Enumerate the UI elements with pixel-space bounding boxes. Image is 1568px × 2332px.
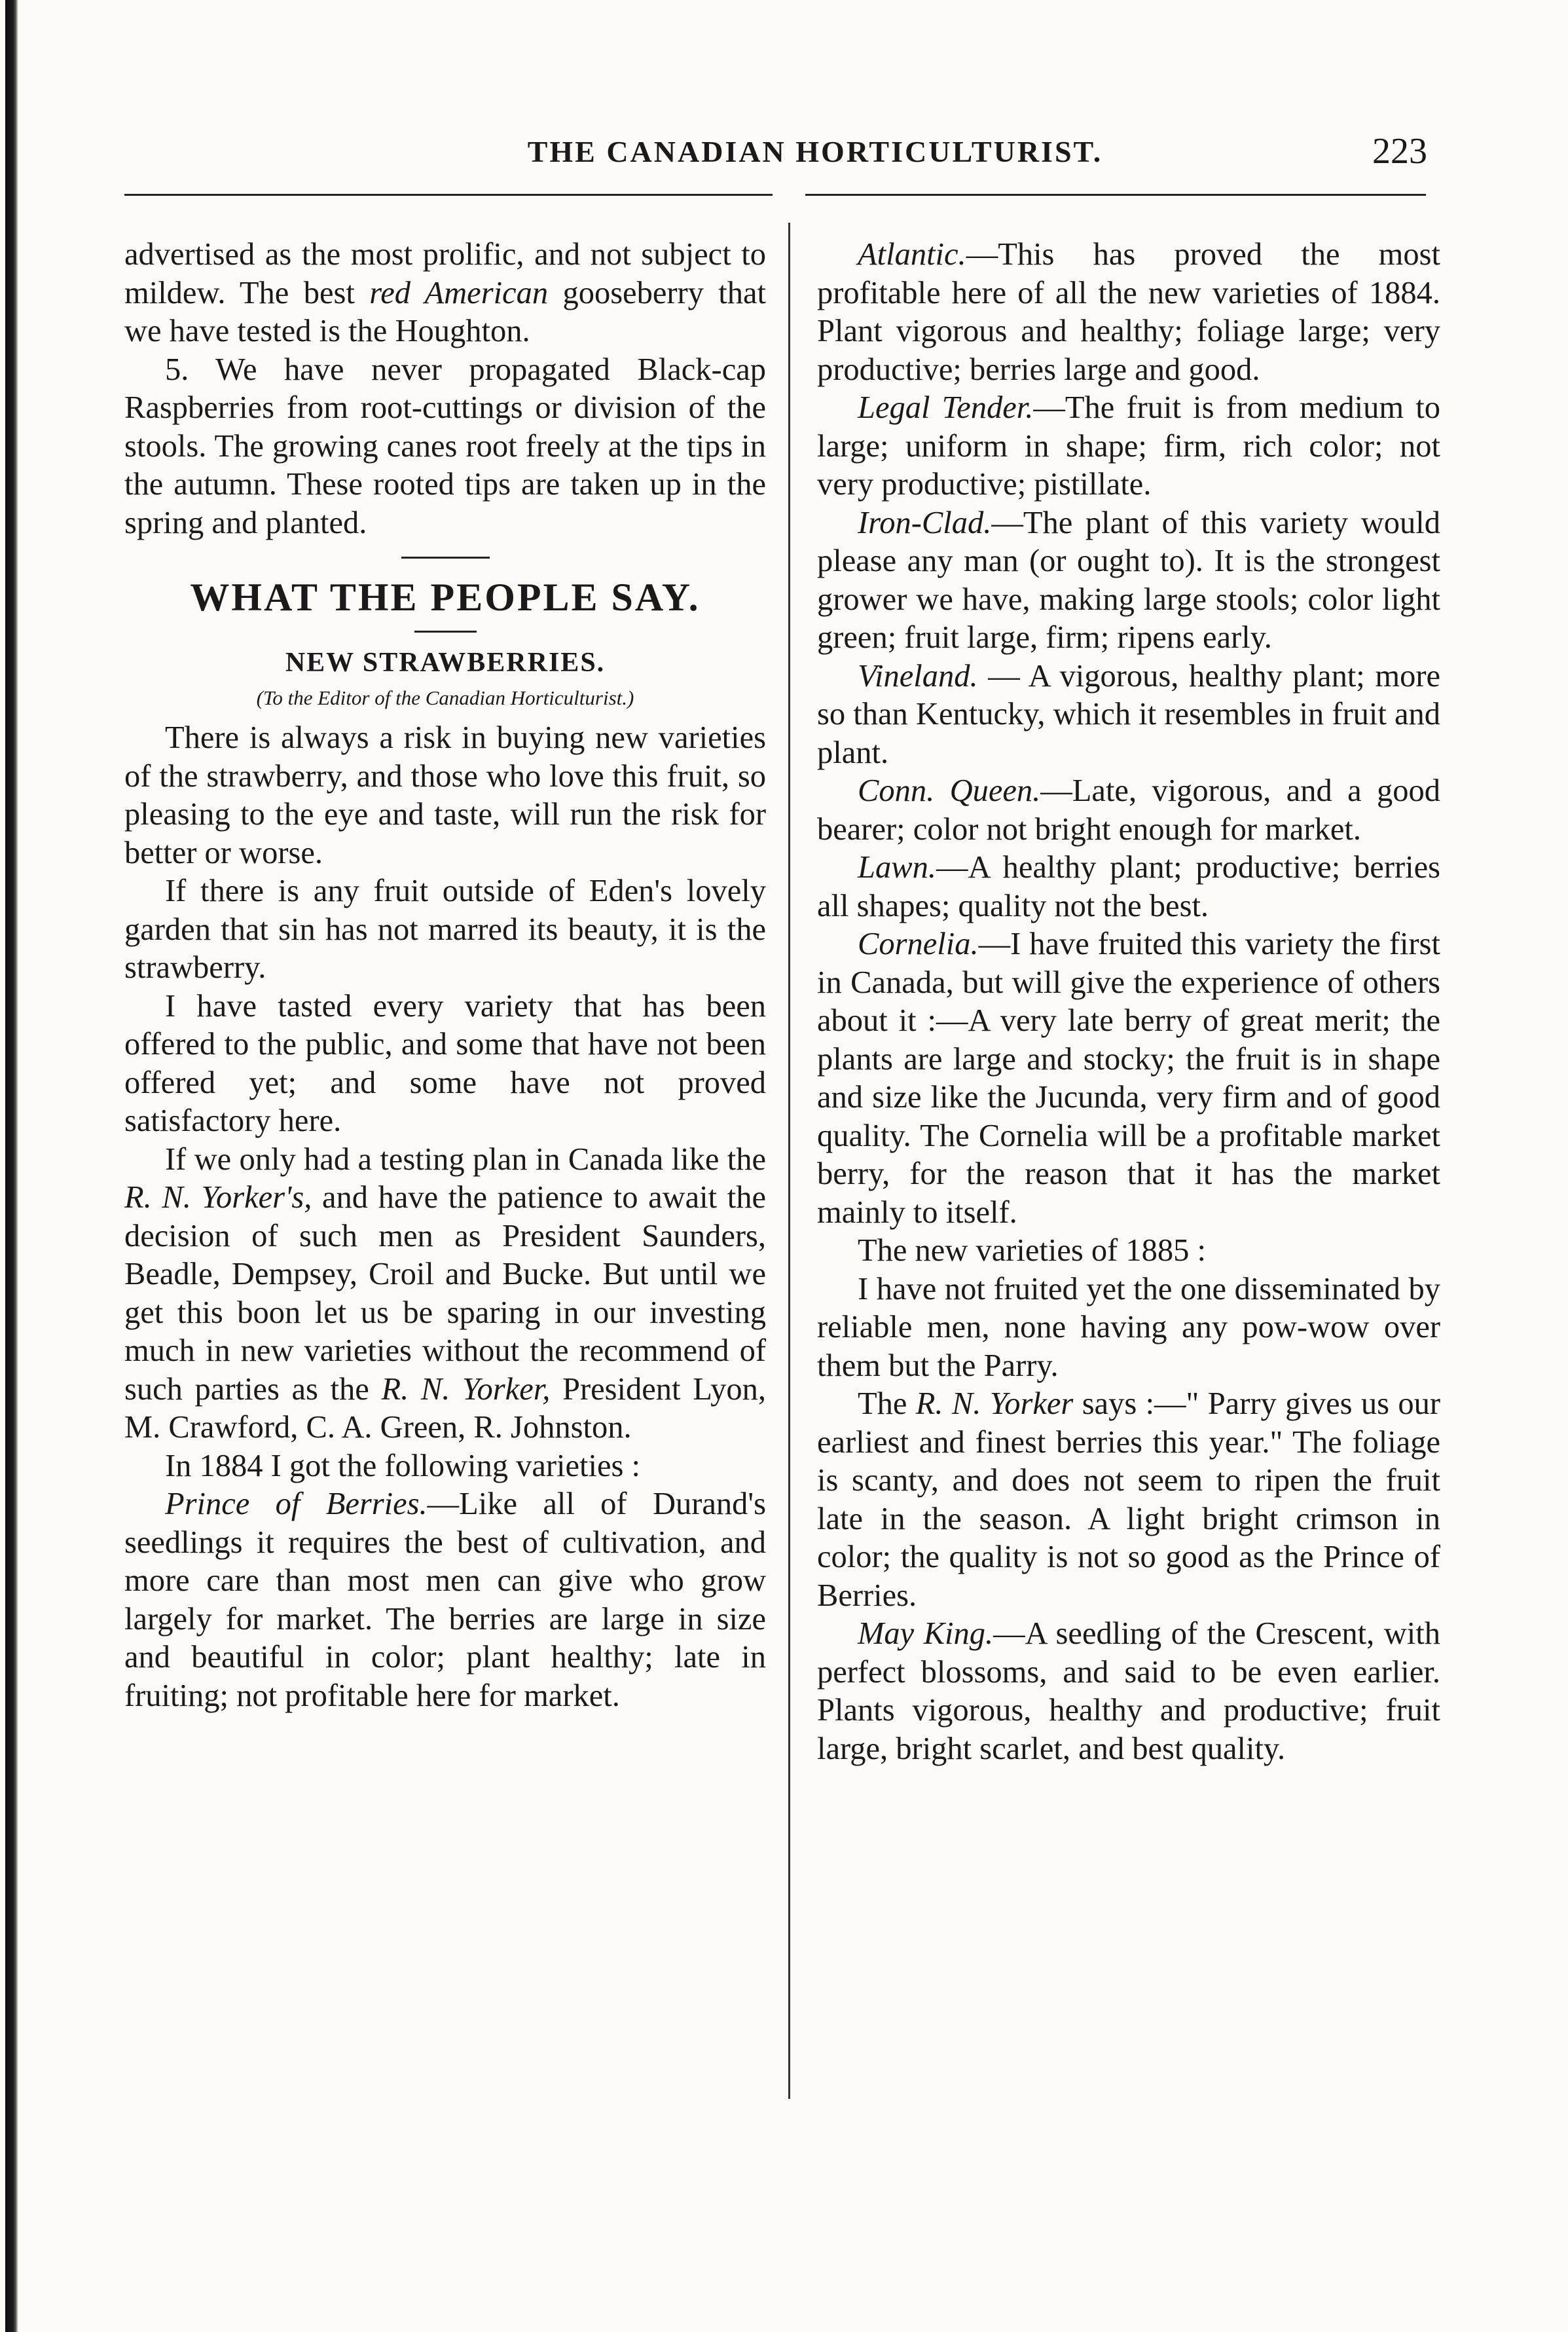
paragraph: May King.—A seedling of the Crescent, with perfect blossoms, and said to be even earlier. Plants vigorous, healthy and productive; fruit large, bright scarlet, and best quality. — [817, 1616, 1440, 1766]
paragraph: In 1884 I got the following varieties : — [165, 1448, 641, 1483]
paragraph: The R. N. Yorker says :—" Parry gives us our earliest and finest berries this year." The foliage is scanty, and does not seem to ripen the fruit late in the season. A light bright crimson in color; the quality is not so good as the Prince of Berries. — [817, 1386, 1441, 1613]
paragraph: If there is any fruit outside of Eden's lovely garden that sin has not marred its beauty, it is the strawberry. — [124, 874, 766, 985]
paragraph: I have not fruited yet the one disseminated by reliable men, none having any pow-wow over them but the Parry. — [817, 1271, 1440, 1383]
section-divider — [414, 631, 477, 633]
paragraph: Lawn.—A healthy plant; productive; berries all shapes; quality not the best. — [817, 850, 1440, 923]
section-divider — [401, 557, 490, 559]
paragraph: I have tasted every variety that has been offered to the public, and some that have not been offered yet; and some have not proved satisfactory here. — [124, 988, 766, 1138]
column-divider — [788, 223, 790, 2099]
paragraph: Legal Tender.—The fruit is from medium to large; uniform in shape; firm, rich color; not very productive; pistillate. — [817, 390, 1440, 502]
paragraph: advertised as the most prolific, and not subject to mildew. The best red American gooseberry that we have tested is the Houghton. — [124, 237, 766, 348]
page-header — [124, 131, 1427, 193]
paragraph: Atlantic.—This has proved the most profitable here of all the new varieties of 1884. Plant vigorous and healthy; foliage large; very productive; berries large and good. — [817, 237, 1440, 387]
article-title: NEW STRAWBERRIES. — [285, 648, 606, 678]
paragraph: If we only had a testing plan in Canada like the R. N. Yorker's, and have the patience to await the decision of such men as President Saunders, Beadle, Dempsey, Croil and Bucke. But until we get this boon let us be sparing in our investing much in new varieties without the recommend of such parties as the R. N. Yorker, President Lyon, M. Crawford, C. A. Green, R. Johnston. — [124, 1141, 767, 1445]
header-rule-right — [805, 194, 1426, 196]
paragraph: Iron-Clad.—The plant of this variety would please any man (or ought to). It is the strongest grower we have, making large stools; color light green; fruit large, firm; ripens early. — [817, 505, 1440, 655]
paragraph: Conn. Queen.—Late, vigorous, and a good bearer; color not bright enough for market. — [817, 773, 1440, 847]
paragraph: Vineland. — A vigorous, healthy plant; more so than Kentucky, which it resembles in fruit and plant. — [817, 658, 1440, 770]
article-byline: (To the Editor of the Canadian Horticulturist.) — [256, 686, 634, 709]
section-heading: WHAT THE PEOPLE SAY. — [190, 576, 701, 619]
left-column — [124, 236, 766, 1715]
page-number: 223 — [1372, 131, 1427, 172]
running-title: THE CANADIAN HORTICULTURIST. — [527, 135, 1103, 168]
paragraph: Prince of Berries.—Like all of Durand's seedlings it requires the best of cultivation, and more care than most men can give who grow largely for market. The berries are large in size and beautiful in color; plant healthy; late in fruiting; not profitable here for market. — [124, 1487, 767, 1713]
paragraph: 5. We have never propagated Black-cap Raspberries from root-cuttings or division of the stools. The growing canes root freely at the tips in the autumn. These rooted tips are taken up in the spring and planted. — [124, 352, 766, 540]
paragraph: The new varieties of 1885 : — [858, 1233, 1206, 1268]
paragraph: There is always a risk in buying new varieties of the strawberry, and those who love this fruit, so pleasing to the eye and taste, will run the risk for better or worse. — [124, 720, 766, 870]
header-rule-left — [124, 194, 773, 196]
page-binding-edge — [5, 0, 18, 2332]
right-column — [817, 236, 1440, 1768]
paragraph: Cornelia.—I have fruited this variety the first in Canada, but will give the experience of others about it :—A very late berry of great merit; the plants are large and stocky; the fruit is in shape and size like the Jucunda, very firm and of good quality. The Cornelia will be a profitable market berry, for the reason that it has the market mainly to itself. — [817, 927, 1440, 1230]
